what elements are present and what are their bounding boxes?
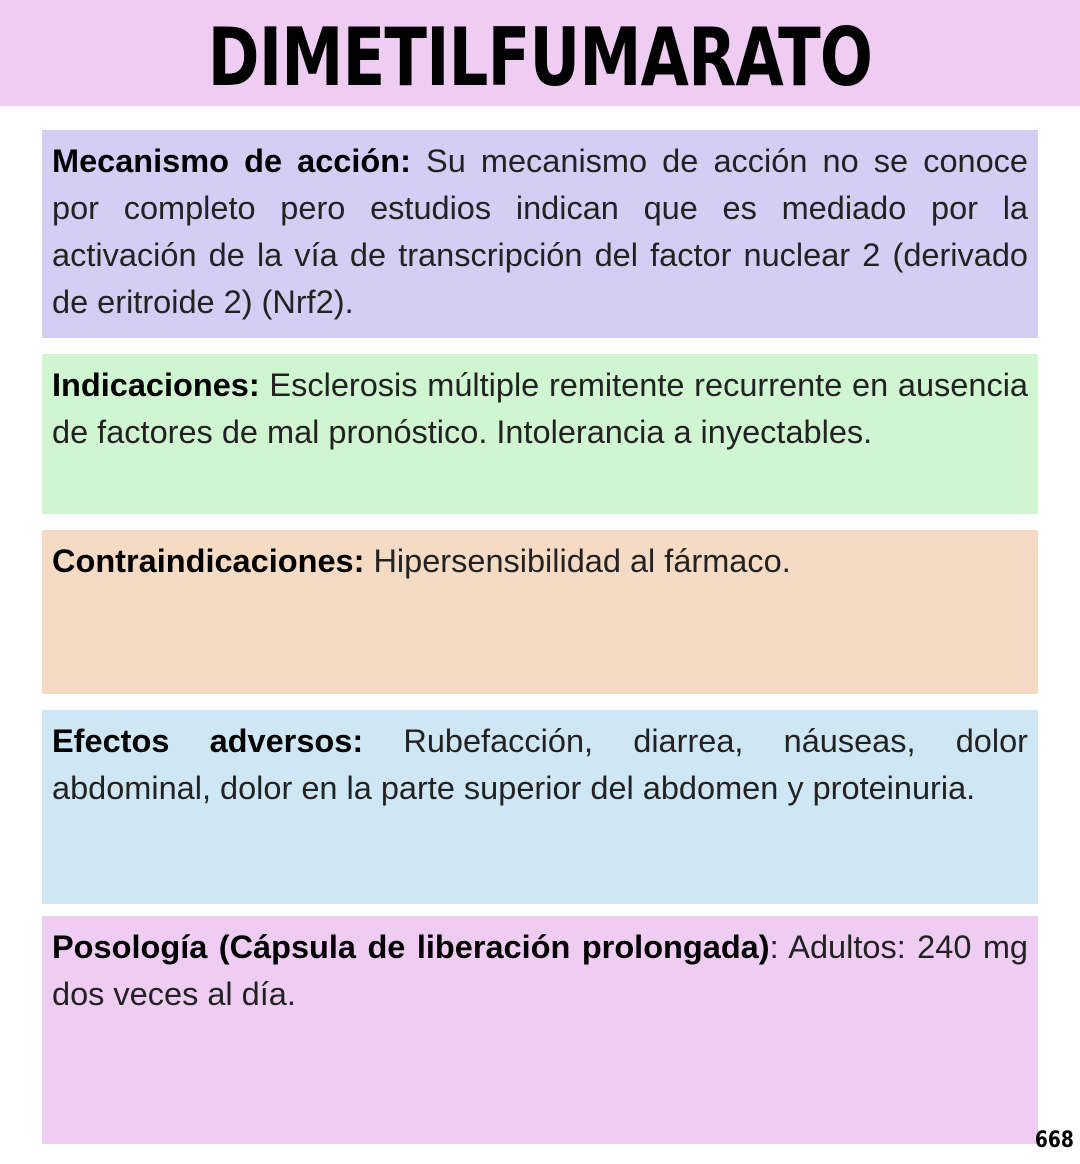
section-posologia-paragraph (52, 924, 1028, 1018)
section-posologia-label: Posología (Cápsula de liberación prolongada) (52, 929, 770, 965)
page-title: DIMETILFUMARATO (207, 11, 873, 104)
title-banner (0, 0, 1080, 106)
section-contraindicaciones-label: Contraindicaciones: (52, 543, 365, 579)
section-mecanismo-de-accion (42, 130, 1038, 338)
section-indicaciones (42, 354, 1038, 514)
section-efectos-paragraph (52, 718, 1028, 812)
section-mecanismo-paragraph (52, 138, 1028, 326)
section-posologia-text: : Adultos: 240 mg dos veces al día. (52, 929, 1029, 1012)
section-efectos-label: Efectos adversos: (52, 723, 364, 759)
page-number: 668 (1034, 1128, 1074, 1153)
section-indicaciones-paragraph (52, 362, 1028, 456)
section-indicaciones-label: Indicaciones: (52, 367, 260, 403)
section-mecanismo-text: Su mecanismo de acción no se conoce por completo pero estudios indican que es mediado por la activación de la vía de transcripción del factor nuclear 2 (derivado de eritroide 2) (Nrf2). (52, 143, 1028, 320)
section-posologia (42, 916, 1038, 1144)
section-efectos-adversos (42, 710, 1038, 904)
section-indicaciones-text: Esclerosis múltiple remitente recurrente en ausencia de factores de mal pronóstico. Intolerancia a inyectables. (52, 367, 1028, 450)
section-contraindicaciones-paragraph (52, 538, 1028, 585)
section-contraindicaciones-text: Hipersensibilidad al fármaco. (364, 543, 791, 579)
section-efectos-text: Rubefacción, diarrea, náuseas, dolor abdominal, dolor en la parte superior del abdomen y proteinuria. (52, 723, 1029, 806)
section-contraindicaciones (42, 530, 1038, 694)
section-mecanismo-label: Mecanismo de acción: (52, 143, 411, 179)
